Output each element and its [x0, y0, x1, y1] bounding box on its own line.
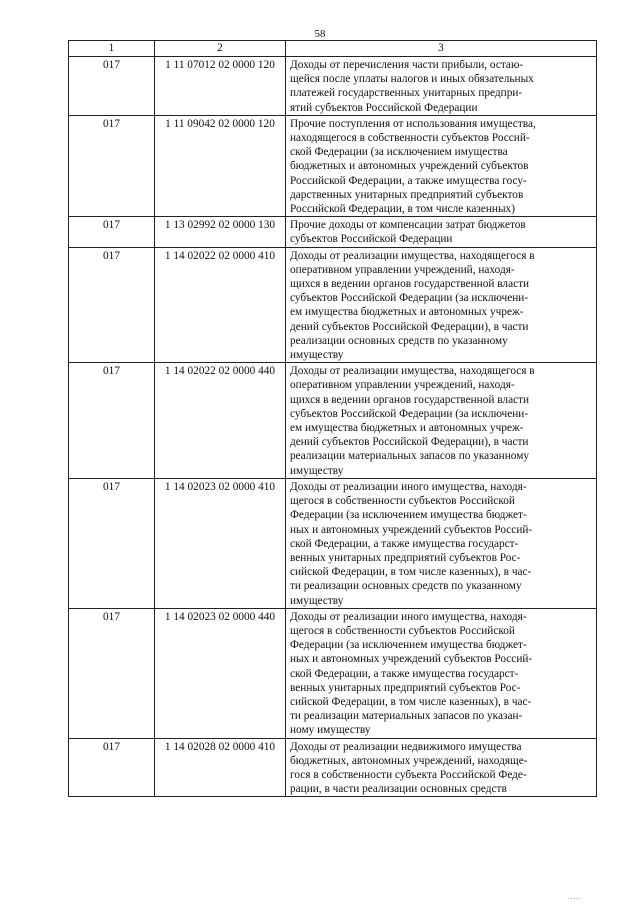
revenue-code-cell: 1 13 02992 02 0000 130: [155, 217, 286, 247]
description-cell: [286, 608, 597, 738]
header-col-3: 3: [286, 41, 597, 57]
description-line: сийской Федерации, в том числе казенных), в час-: [290, 695, 532, 708]
revenue-code-cell: 1 11 09042 02 0000 120: [155, 115, 286, 216]
scan-mark: .....: [568, 893, 582, 901]
description-line: бюджетных, автономных учреждений, находяще-: [290, 754, 528, 767]
description-line: дений субъектов Российской Федерации), в части: [290, 320, 529, 333]
table-row: [69, 478, 597, 608]
description-line: Прочие поступления от использования имущества,: [290, 117, 536, 130]
page-number: 58: [314, 28, 326, 40]
description-line: субъектов Российской Федерации (за исключени-: [290, 292, 529, 305]
admin-code-cell: 017: [69, 738, 155, 797]
description-line: Доходы от реализации имущества, находящегося в: [290, 249, 535, 262]
table-row: [69, 738, 597, 797]
revenue-code-cell: 1 14 02023 02 0000 440: [155, 608, 286, 738]
admin-code-cell: 017: [69, 115, 155, 216]
description-line: Федерации (за исключением имущества бюджет-: [290, 639, 527, 652]
revenue-codes-table: [68, 40, 597, 797]
description-line: Доходы от реализации иного имущества, находя-: [290, 610, 527, 623]
description-line: щегося в собственности субъектов Российской: [290, 495, 515, 508]
description-line: оперативном управлении учреждений, находя-: [290, 263, 515, 276]
description-line: ти реализации основных средств по указанному: [290, 580, 522, 593]
description-line: находящегося в собственности субъектов Россий-: [290, 132, 530, 145]
description-line: ных и автономных учреждений субъектов Россий-: [290, 653, 533, 666]
description-line: субъектов Российской Федерации: [290, 233, 453, 246]
table-header-row: [69, 41, 597, 57]
description-line: ятий субъектов Российской Федерации: [290, 101, 478, 114]
description-line: Доходы от перечисления части прибыли, остаю-: [290, 59, 524, 71]
description-cell: [286, 217, 597, 247]
description-line: Доходы от реализации иного имущества, находя-: [290, 480, 527, 493]
description-line: щейся после уплаты налогов и иных обязательных: [290, 73, 534, 86]
description-line: ному имуществу: [290, 724, 371, 737]
description-line: ем имущества бюджетных и автономных учреж-: [290, 306, 524, 319]
table-row: [69, 363, 597, 479]
description-line: сийской Федерации, в том числе казенных), в час-: [290, 566, 532, 579]
description-cell: [286, 478, 597, 608]
description-line: Федерации (за исключением имущества бюджет-: [290, 509, 527, 522]
description-line: щихся в ведении органов государственной власти: [290, 393, 530, 406]
description-line: венных унитарных предприятий субъектов Рос-: [290, 681, 521, 694]
revenue-code-cell: 1 11 07012 02 0000 120: [155, 57, 286, 116]
description-cell: [286, 363, 597, 479]
description-cell: [286, 247, 597, 363]
description-cell: [286, 115, 597, 216]
table-row: [69, 217, 597, 247]
table-row: [69, 57, 597, 116]
description-line: венных унитарных предприятий субъектов Рос-: [290, 551, 521, 564]
description-line: ных и автономных учреждений субъектов Россий-: [290, 523, 533, 536]
revenue-code-cell: 1 14 02023 02 0000 410: [155, 478, 286, 608]
description-line: рации, в части реализации основных средств: [290, 783, 507, 796]
description-cell: [286, 738, 597, 797]
description-line: имуществу: [290, 594, 344, 607]
header-col-1: 1: [69, 41, 155, 57]
description-line: бюджетных и автономных учреждений субъектов: [290, 160, 529, 173]
admin-code-cell: 017: [69, 478, 155, 608]
description-line: гося в собственности субъекта Российской Феде-: [290, 768, 527, 781]
revenue-code-cell: 1 14 02022 02 0000 410: [155, 247, 286, 363]
table-row: [69, 608, 597, 738]
table-row: [69, 115, 597, 216]
description-line: Доходы от реализации недвижимого имущества: [290, 740, 522, 753]
description-line: ской Федерации, а также имущества государст-: [290, 667, 519, 680]
admin-code-cell: 017: [69, 608, 155, 738]
description-cell: [286, 57, 597, 116]
description-line: щихся в ведении органов государственной власти: [290, 278, 530, 291]
revenue-code-cell: 1 14 02028 02 0000 410: [155, 738, 286, 797]
admin-code-cell: 017: [69, 217, 155, 247]
description-line: субъектов Российской Федерации (за исключени-: [290, 407, 529, 420]
description-line: платежей государственных унитарных предпри-: [290, 87, 523, 100]
table-row: [69, 247, 597, 363]
description-line: ской Федерации, а также имущества государст-: [290, 537, 519, 550]
description-line: оперативном управлении учреждений, находя-: [290, 379, 515, 392]
description-line: ти реализации материальных запасов по указан-: [290, 710, 523, 723]
revenue-code-cell: 1 14 02022 02 0000 440: [155, 363, 286, 479]
header-col-2: 2: [155, 41, 286, 57]
description-line: имуществу: [290, 349, 344, 362]
admin-code-cell: 017: [69, 363, 155, 479]
description-line: Прочие доходы от компенсации затрат бюджетов: [290, 219, 526, 232]
description-line: реализации основных средств по указанному: [290, 334, 508, 347]
description-line: дарственных унитарных предприятий субъектов: [290, 188, 524, 201]
description-line: ской Федерации (за исключением имущества: [290, 146, 508, 159]
admin-code-cell: 017: [69, 57, 155, 116]
description-line: Доходы от реализации имущества, находящегося в: [290, 365, 535, 378]
description-line: Российской Федерации, а также имущества госу-: [290, 174, 527, 187]
admin-code-cell: 017: [69, 247, 155, 363]
description-line: ем имущества бюджетных и автономных учреж-: [290, 422, 524, 435]
description-line: щегося в собственности субъектов Российской: [290, 624, 515, 637]
description-line: реализации материальных запасов по указанному: [290, 450, 529, 463]
description-line: имуществу: [290, 464, 344, 477]
description-line: дений субъектов Российской Федерации), в части: [290, 436, 529, 449]
description-line: Российской Федерации, в том числе казенных): [290, 203, 515, 216]
